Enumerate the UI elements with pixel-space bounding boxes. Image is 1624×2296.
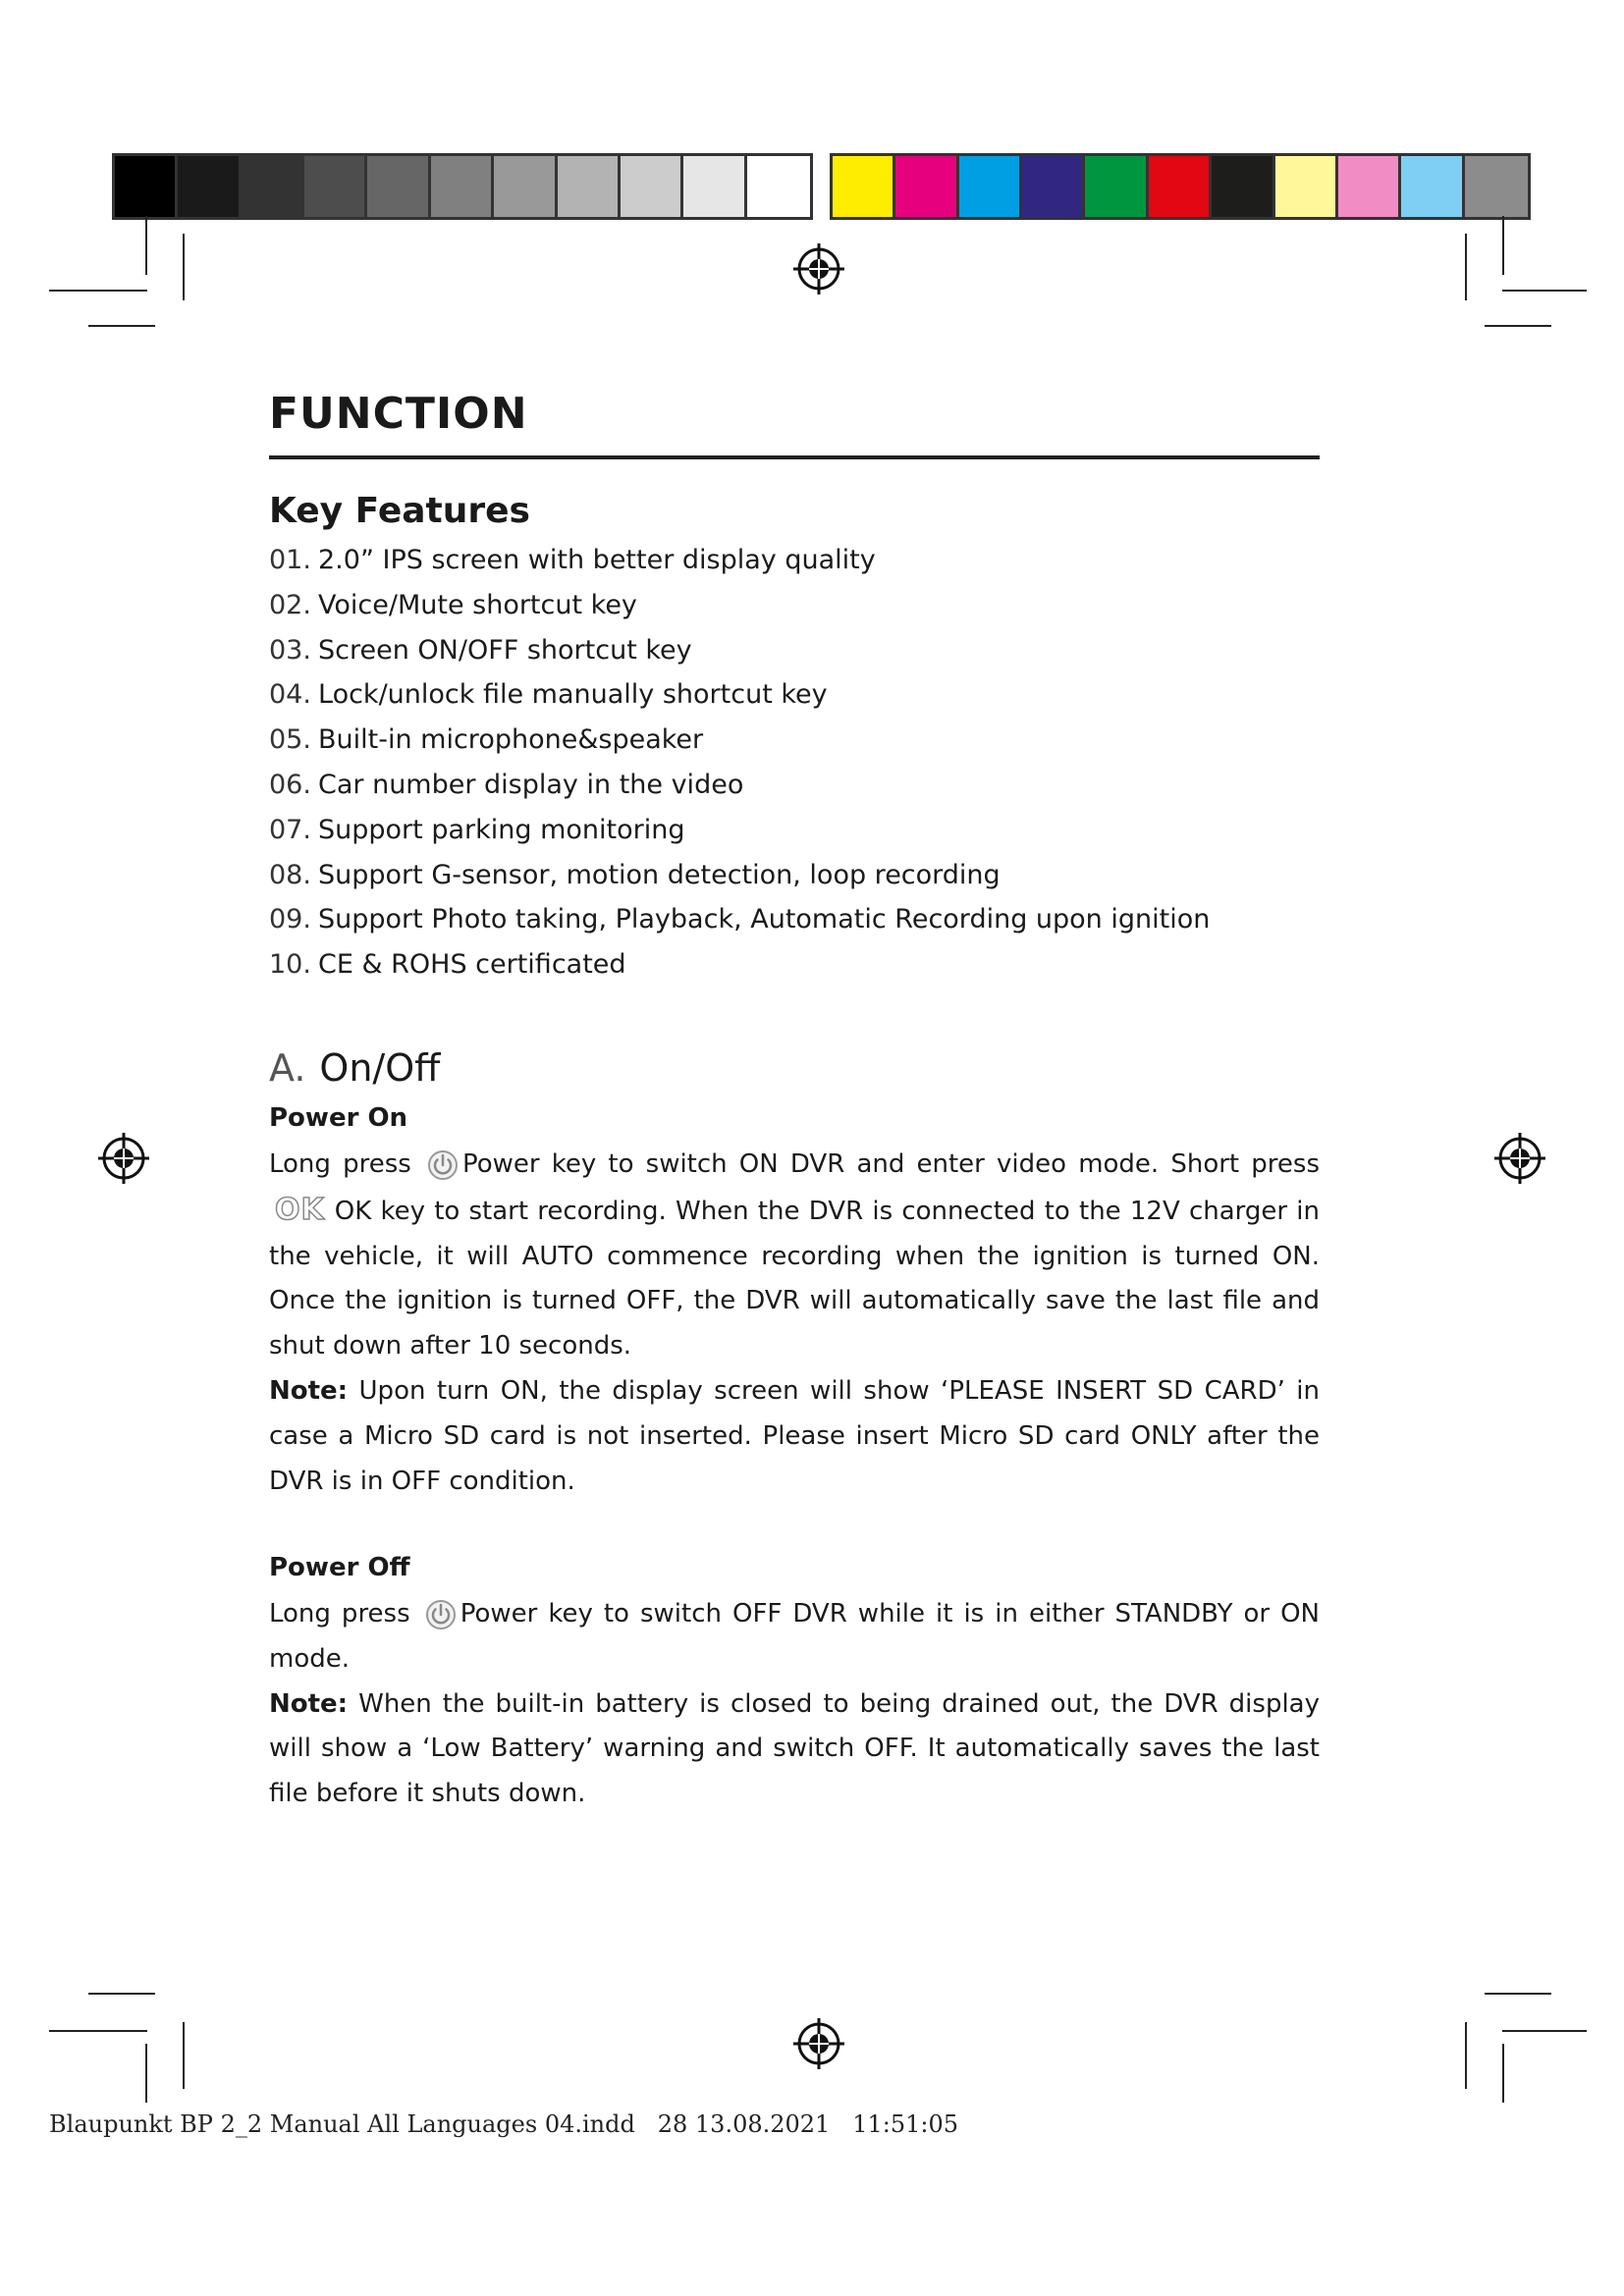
feature-number: 06. [269, 769, 311, 800]
crop-mark [1502, 2044, 1504, 2103]
color-swatch [431, 156, 494, 217]
crop-mark [49, 2030, 147, 2032]
key-features-list [269, 538, 1320, 988]
feature-text: CE & ROHS certificated [318, 949, 626, 981]
crop-mark [1502, 216, 1504, 275]
power-off-paragraph [269, 1592, 1320, 1817]
feature-item [269, 763, 1320, 808]
section-title: On/Off [319, 1046, 441, 1090]
registration-mark-icon [1492, 1131, 1547, 1186]
print-slug-footer: Blaupunkt BP 2_2 Manual All Languages 04.indd 28 13.08.2021 11:51:05 [49, 2110, 958, 2138]
feature-number: 04. [269, 679, 311, 711]
crop-mark [49, 290, 147, 292]
note-text: Upon turn ON, the display screen will show ‘PLEASE INSERT SD CARD’ in case a Micro SD card is not inserted. Please insert Micro SD card ONLY after the DVR is in OFF condition. [269, 1375, 1320, 1496]
color-swatch [1149, 156, 1212, 217]
color-swatch [959, 156, 1022, 217]
power-off-heading: Power Off [269, 1553, 410, 1582]
crop-mark [88, 1993, 155, 1995]
color-calibration-bar [830, 153, 1531, 220]
feature-item [269, 583, 1320, 628]
feature-number: 03. [269, 634, 311, 666]
note-label: Note: [269, 1688, 349, 1719]
feature-text: Voice/Mute shortcut key [318, 589, 637, 620]
feature-text: Support G-sensor, motion detection, loop recording [318, 859, 1001, 890]
crop-mark [145, 216, 147, 275]
color-swatch [494, 156, 557, 217]
crop-mark [145, 2044, 147, 2103]
color-swatch [1401, 156, 1464, 217]
color-swatch [1465, 156, 1528, 217]
feature-item [269, 628, 1320, 673]
registration-mark-icon [96, 1131, 151, 1186]
power-on-paragraph [269, 1143, 1320, 1504]
feature-text: Support parking monitoring [318, 814, 685, 845]
feature-number: 09. [269, 904, 311, 935]
feature-item [269, 942, 1320, 988]
text-run: Power key to switch OFF DVR while it is in either STANDBY or ON mode. [269, 1599, 1321, 1674]
feature-item [269, 672, 1320, 718]
feature-item [269, 808, 1320, 853]
text-run: Long press [269, 1149, 411, 1179]
color-swatch [1212, 156, 1274, 217]
crop-mark [1502, 290, 1587, 292]
text-run: Power key to switch ON DVR and enter video mode. Short press [461, 1149, 1320, 1179]
color-swatch [747, 156, 810, 217]
crop-mark [1485, 325, 1551, 327]
feature-number: 08. [269, 859, 311, 890]
feature-text: Screen ON/OFF shortcut key [318, 634, 692, 666]
power-key-icon [425, 1599, 457, 1630]
feature-text: Car number display in the video [318, 769, 744, 800]
feature-number: 10. [269, 949, 311, 981]
section-a-heading [269, 1046, 440, 1090]
crop-mark [88, 325, 155, 327]
title-underline [269, 455, 1320, 459]
color-swatch [621, 156, 683, 217]
feature-text: Built-in microphone&speaker [318, 724, 704, 756]
color-swatch [367, 156, 430, 217]
feature-item [269, 897, 1320, 942]
feature-number: 05. [269, 724, 311, 756]
color-swatch [304, 156, 367, 217]
note-label: Note: [269, 1375, 349, 1406]
crop-mark [1465, 234, 1467, 300]
color-swatch [833, 156, 895, 217]
crop-mark [183, 2022, 185, 2089]
crop-mark [183, 234, 185, 300]
registration-mark-icon [791, 241, 846, 296]
power-key-icon [427, 1149, 459, 1181]
feature-item [269, 718, 1320, 763]
color-swatch [1022, 156, 1085, 217]
color-swatch [1275, 156, 1338, 217]
crop-mark [1465, 2022, 1467, 2089]
page-title: FUNCTION [269, 389, 528, 439]
color-swatch [115, 156, 178, 217]
color-swatch [895, 156, 958, 217]
feature-text: 2.0” IPS screen with better display quality [318, 545, 876, 575]
note-text: When the built-in battery is closed to being drained out, the DVR display will show a ‘Low Battery’ warning and switch OFF. It automatically saves the last file before it shuts down. [269, 1688, 1320, 1809]
feature-text: Lock/unlock file manually shortcut key [318, 679, 828, 711]
crop-mark [1502, 2030, 1587, 2032]
grayscale-calibration-bar [112, 153, 813, 220]
crop-mark [1485, 1993, 1551, 1995]
feature-text: Support Photo taking, Playback, Automatic Recording upon ignition [318, 904, 1211, 935]
color-swatch [242, 156, 304, 217]
registration-mark-icon [791, 2016, 846, 2071]
feature-number: 02. [269, 589, 311, 620]
text-run: Long press [269, 1599, 410, 1629]
color-swatch [178, 156, 241, 217]
color-swatch [558, 156, 621, 217]
section-letter: A. [269, 1046, 306, 1090]
feature-item [269, 538, 1320, 583]
color-swatch [1085, 156, 1148, 217]
text-run: OK key to start recording. When the DVR is connected to the 12V charger in the vehicle, it will AUTO commence recording when the ignition is turned ON. Once the ignition is turned OFF, the DVR will automatically save the last file and shut down after 10 seconds. [269, 1196, 1320, 1362]
feature-item [269, 853, 1320, 898]
key-features-heading: Key Features [269, 491, 530, 531]
color-swatch [1338, 156, 1401, 217]
feature-number: 07. [269, 814, 311, 845]
color-swatch [683, 156, 746, 217]
power-on-heading: Power On [269, 1103, 408, 1133]
ok-key-icon: OK [275, 1192, 325, 1227]
feature-number: 01. [269, 545, 311, 575]
